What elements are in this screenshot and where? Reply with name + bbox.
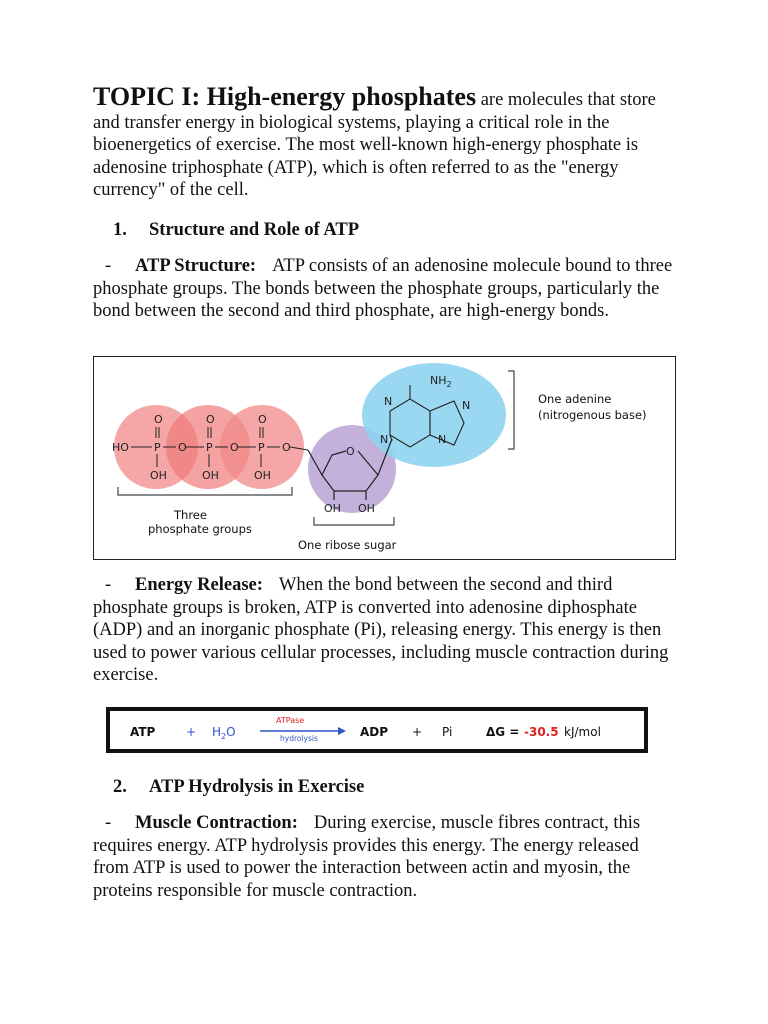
ribose-label: One ribose sugar <box>298 538 397 552</box>
bullet-dash: - <box>105 813 112 833</box>
bullet-lead-atp-structure: ATP Structure: <box>135 256 257 276</box>
section2-title: ATP Hydrolysis in Exercise <box>149 777 365 797</box>
ribose-oh-1: OH <box>324 502 341 515</box>
bullet-body-muscle-contraction: During exercise, muscle fibres contract, this requires energy. ATP hydrolysis provides this energy. The energy released from ATP is used to power the interaction between actin and myosin, the proteins responsible for muscle contraction. <box>93 813 641 901</box>
atom-ho: HO <box>112 441 129 454</box>
eq-plus-2: + <box>412 725 423 739</box>
ribose-o: O <box>346 445 355 458</box>
atom-n-4: N <box>438 433 447 446</box>
adenine-sublabel: (nitrogenous base) <box>538 408 647 422</box>
equation-diagram <box>110 711 644 749</box>
eq-dg-unit: kJ/mol <box>564 725 601 739</box>
atom-o-top-1: O <box>154 413 163 426</box>
bullet-body-energy-release: When the bond between the second and third phosphate groups is broken, ATP is converted into adenosine diphosphate (ADP) and an inorganic phosphate (Pi), releasing energy. This energy is then used to power various cellular processes, including muscle contraction during exercise. <box>93 575 669 685</box>
bullet-dash: - <box>105 256 112 276</box>
bullet-dash: - <box>105 575 112 595</box>
atom-n-1: N <box>384 395 393 408</box>
atom-oh-2: OH <box>202 469 219 482</box>
atp-hydrolysis-equation <box>106 707 648 753</box>
atom-o-top-3: O <box>258 413 267 426</box>
bullet-body-atp-structure: ATP consists of an adenosine molecule bound to three phosphate groups. The bonds between the phosphate groups, particularly the bond between the second and third phosphate, are high-energy bonds. <box>93 256 673 321</box>
eq-pi: Pi <box>442 725 453 739</box>
atom-o-bridge-2: O <box>230 441 239 454</box>
atp-structure-figure <box>93 356 676 560</box>
eq-h2o: $H_2O$ <box>212 725 236 741</box>
atom-nh2: $NH_2$ <box>430 374 452 389</box>
eq-adp: ADP <box>360 725 389 739</box>
intro-paragraph <box>93 82 677 202</box>
atom-n-2: N <box>462 399 471 412</box>
bullet-lead-muscle-contraction: Muscle Contraction: <box>135 813 298 833</box>
section2-heading-wrap <box>93 777 677 798</box>
adenine-bracket <box>508 371 514 449</box>
section1-heading-wrap <box>93 220 677 241</box>
bullet-muscle-contraction-text <box>93 812 677 902</box>
section1-title: Structure and Role of ATP <box>149 220 360 240</box>
bullet-lead-energy-release: Energy Release: <box>135 575 263 595</box>
atp-structure-diagram <box>94 357 674 558</box>
atom-n-3: N <box>380 433 389 446</box>
atom-oh-3: OH <box>254 469 271 482</box>
eq-process: hydrolysis <box>280 734 318 743</box>
document-body <box>93 82 677 202</box>
bullet-energy-release <box>93 574 677 687</box>
eq-plus-1: + <box>186 725 197 739</box>
section2-heading <box>93 777 677 798</box>
atom-p-1: P <box>154 441 161 454</box>
bullet-atp-structure-text <box>93 255 677 323</box>
topic-title: TOPIC I: High-energy phosphates <box>93 82 477 111</box>
phosphate-label-2: phosphate groups <box>148 522 252 536</box>
adenine-label: One adenine <box>538 392 612 406</box>
section1-number: 1. <box>113 220 127 240</box>
section1-heading <box>93 220 677 241</box>
eq-dg-label: ΔG = <box>486 725 520 739</box>
atom-oh-1: OH <box>150 469 167 482</box>
atom-p-3: P <box>258 441 265 454</box>
atom-p-2: P <box>206 441 213 454</box>
bullet-muscle-contraction <box>93 812 677 902</box>
atom-o-bridge-1: O <box>178 441 187 454</box>
atom-o-bridge-3: O <box>282 441 291 454</box>
intro-text: are molecules that store and transfer energy in biological systems, playing a critical role in the bioenergetics of exercise. The most well-known high-energy phosphate is adenosine triphosphate (ATP), which is often referred to as the "energy currency" of the cell. <box>93 90 656 200</box>
phosphate-label-1: Three <box>174 508 207 522</box>
eq-atp: ATP <box>130 725 156 739</box>
atom-o-top-2: O <box>206 413 215 426</box>
ribose-oh-2: OH <box>358 502 375 515</box>
equation-terms <box>130 716 601 743</box>
eq-enzyme: ATPase <box>276 716 305 725</box>
bullet-atp-structure <box>93 255 677 323</box>
ribose-bracket <box>314 517 394 525</box>
bullet-energy-release-text <box>93 574 677 687</box>
eq-dg-value: -30.5 <box>524 725 559 739</box>
section2-number: 2. <box>113 777 127 797</box>
